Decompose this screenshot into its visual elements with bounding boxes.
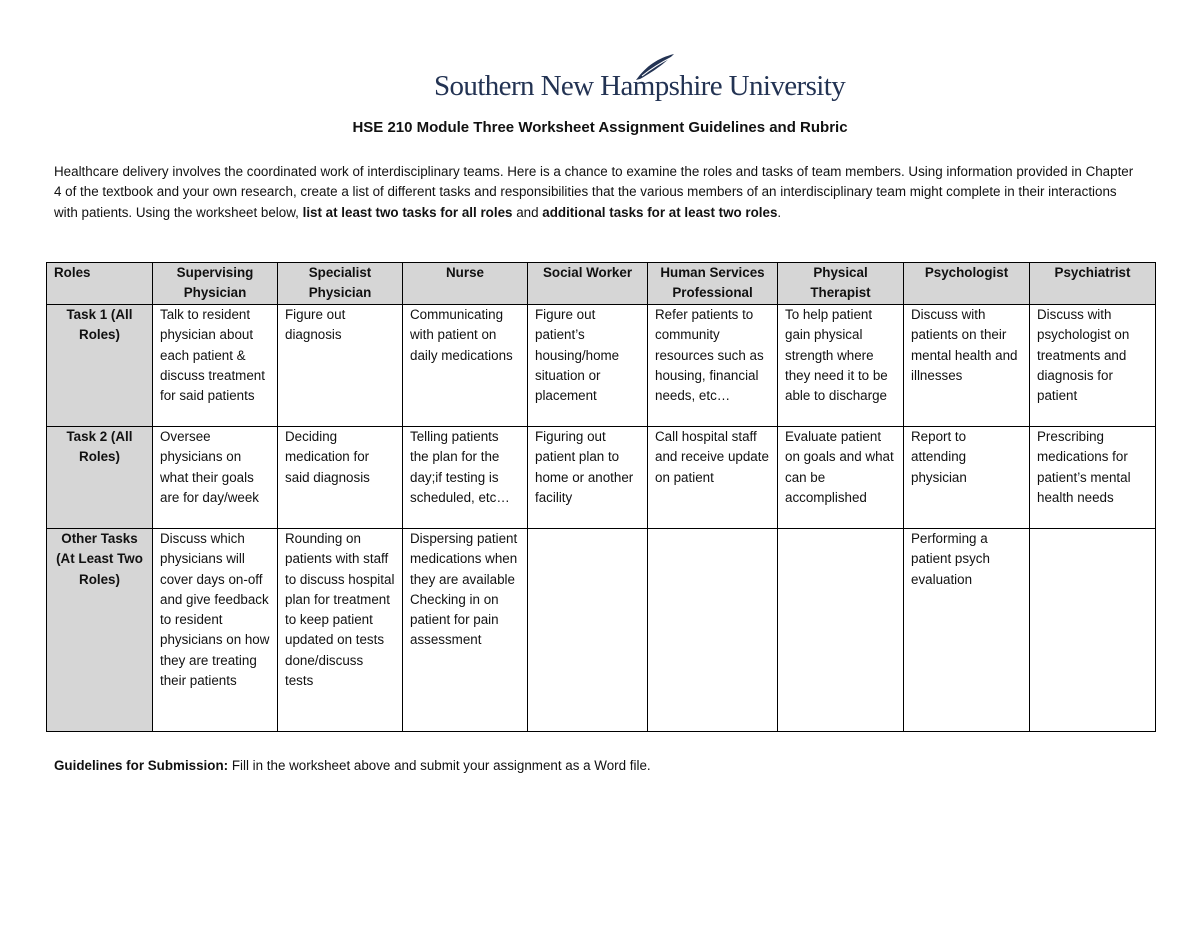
table-cell	[648, 529, 778, 732]
row-label-task-1: Task 1 (All Roles)	[47, 305, 153, 427]
table-cell: Call hospital staff and receive update on patient	[648, 427, 778, 529]
header-row	[47, 263, 1156, 305]
header-nurse: Nurse	[403, 263, 528, 305]
submission-guidelines	[54, 756, 651, 776]
table-row	[47, 305, 1156, 427]
logo-text: Southern New Hampshire University	[434, 70, 846, 102]
table-cell: Discuss which physicians will cover days on-off and give feedback to resident physicians on how they are treating their patients	[153, 529, 278, 732]
table-cell	[1030, 529, 1156, 732]
intro-text: Healthcare delivery involves the coordinated work of interdisciplinary teams. Here is a chance to examine the roles and tasks of team members. Using information provided in Chapter 4 of the textbook and your own research, create a list of different tasks and responsibilities that the various members of an interdisciplinary team might complete in their interactions with patients. Using the worksheet below,	[54, 164, 1134, 220]
table-cell: Telling patients the plan for the day;if testing is scheduled, etc…	[403, 427, 528, 529]
table-cell: Discuss with psychologist on treatments and diagnosis for patient	[1030, 305, 1156, 427]
table-cell: Refer patients to community resources such as housing, financial needs, etc…	[648, 305, 778, 427]
header-roles: Roles	[47, 263, 153, 305]
header-human-services-professional: Human Services Professional	[648, 263, 778, 305]
table-cell: Oversee physicians on what their goals are for day/week	[153, 427, 278, 529]
table-cell: Figure out diagnosis	[278, 305, 403, 427]
intro-period: .	[777, 204, 782, 220]
table-cell: Figuring out patient plan to home or another facility	[528, 427, 648, 529]
table-cell: Performing a patient psych evaluation	[904, 529, 1030, 732]
table-cell: Dispersing patient medications when they are available Checking in on patient for pain assessment	[403, 529, 528, 732]
worksheet-table	[46, 262, 1156, 732]
row-label-other-tasks: Other Tasks (At Least Two Roles)	[47, 529, 153, 732]
table-cell: Prescribing medications for patient’s mental health needs	[1030, 427, 1156, 529]
table-cell: Figure out patient’s housing/home situation or placement	[528, 305, 648, 427]
table-cell	[778, 529, 904, 732]
row-label-task-2: Task 2 (All Roles)	[47, 427, 153, 529]
intro-and: and	[512, 204, 543, 220]
table-cell: Report to attending physician	[904, 427, 1030, 529]
header-supervising-physician: Supervising Physician	[153, 263, 278, 305]
table-cell: Evaluate patient on goals and what can be accomplished	[778, 427, 904, 529]
intro-paragraph	[54, 162, 1144, 223]
header-specialist-physician: Specialist Physician	[278, 263, 403, 305]
header-physical-therapist: Physical Therapist	[778, 263, 904, 305]
table-cell: Deciding medication for said diagnosis	[278, 427, 403, 529]
guidelines-label: Guidelines for Submission:	[54, 758, 229, 773]
table-cell	[528, 529, 648, 732]
intro-bold-all-roles: list at least two tasks for all roles	[302, 204, 513, 220]
table-cell: Discuss with patients on their mental health and illnesses	[904, 305, 1030, 427]
header-social-worker: Social Worker	[528, 263, 648, 305]
table-cell: Talk to resident physician about each patient & discuss treatment for said patients	[153, 305, 278, 427]
table-row	[47, 529, 1156, 732]
header-psychiatrist: Psychiatrist	[1030, 263, 1156, 305]
university-logo	[434, 52, 846, 104]
intro-bold-additional: additional tasks for at least two roles	[542, 204, 778, 220]
table-cell: Rounding on patients with staff to discuss hospital plan for treatment to keep patient updated on tests done/discuss tests	[278, 529, 403, 732]
table-cell: To help patient gain physical strength where they need it to be able to discharge	[778, 305, 904, 427]
header-psychologist: Psychologist	[904, 263, 1030, 305]
table-row	[47, 427, 1156, 529]
page-title: HSE 210 Module Three Worksheet Assignment Guidelines and Rubric	[352, 119, 848, 136]
guidelines-text: Fill in the worksheet above and submit your assignment as a Word file.	[228, 758, 651, 773]
table-cell: Communicating with patient on daily medications	[403, 305, 528, 427]
